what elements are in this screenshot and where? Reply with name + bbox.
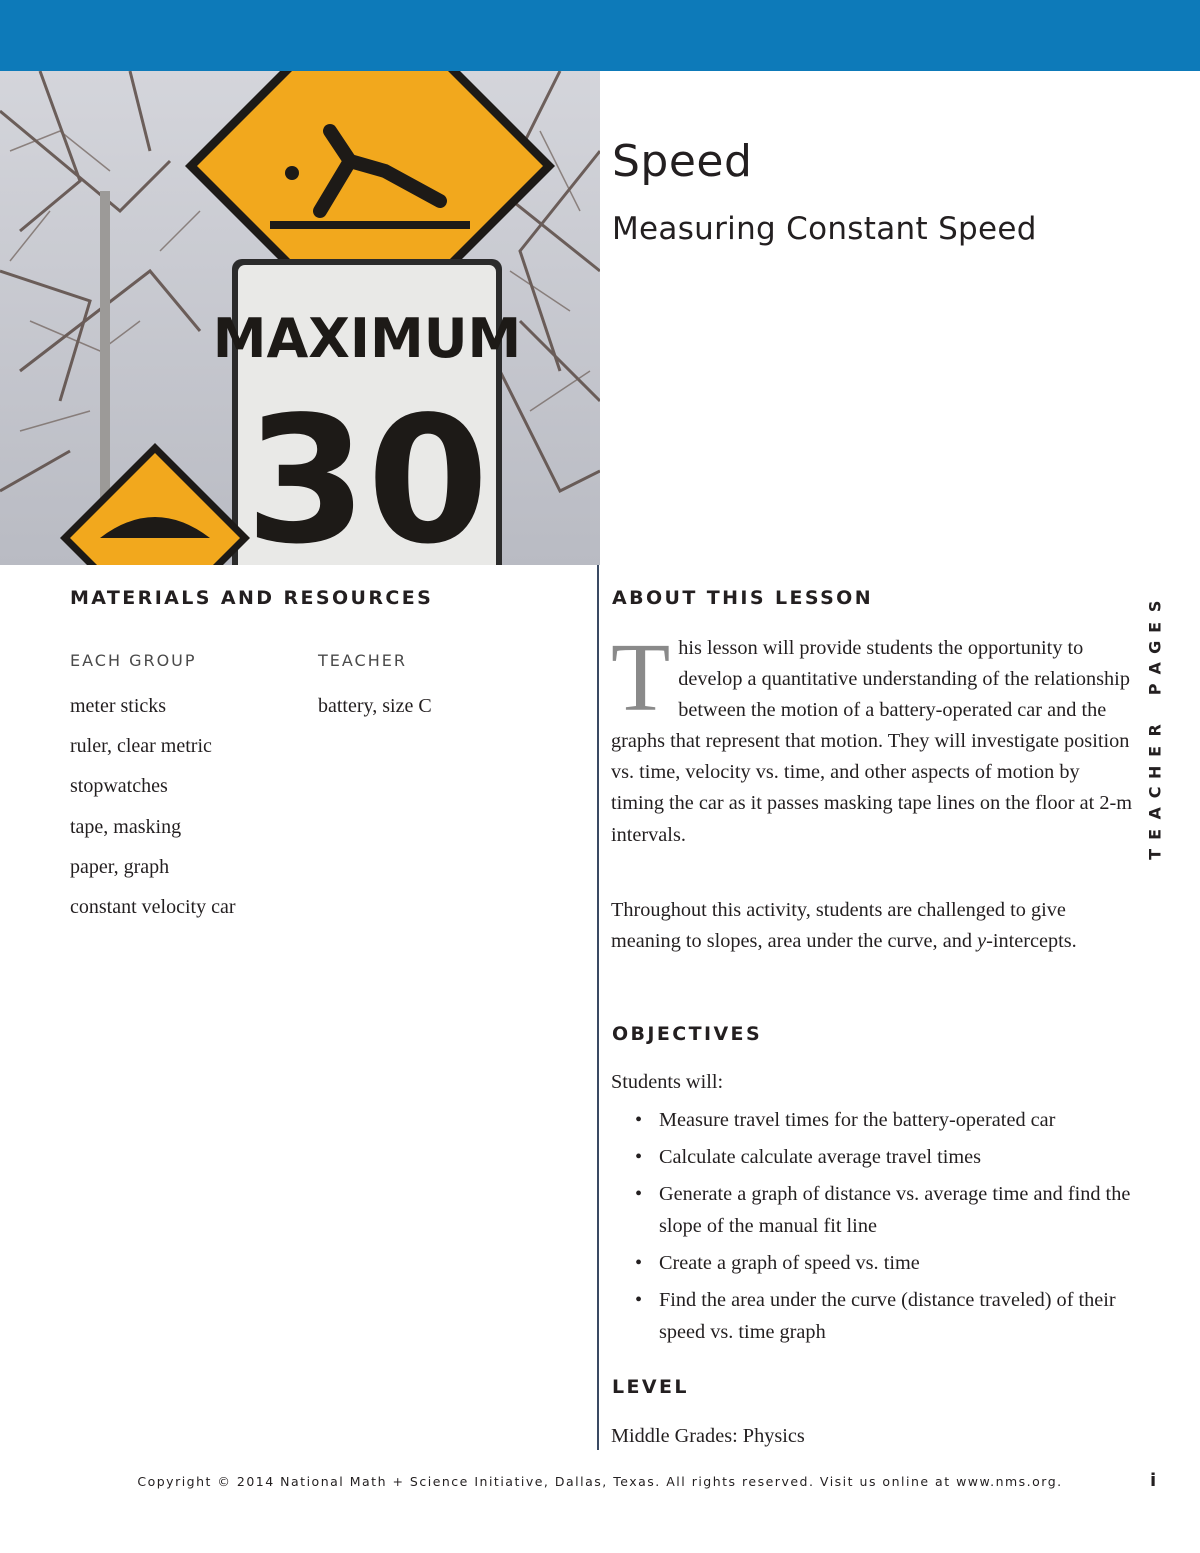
objective-text: Find the area under the curve (distance traveled) of their speed vs. time graph	[659, 1289, 1116, 1343]
column-divider	[597, 565, 599, 1450]
material-item: stopwatches	[70, 775, 168, 798]
material-item: tape, masking	[70, 815, 182, 838]
side-letter: C	[1145, 786, 1165, 799]
objectives-intro: Students will:	[611, 1071, 724, 1093]
page-number: i	[1150, 1470, 1157, 1491]
copyright-footer: Copyright © 2014 National Math + Science Initiative, Dallas, Texas. All rights reserved. Visit us online at www.nms.org.	[137, 1474, 1063, 1489]
objective-text: Measure travel times for the battery-operated car	[659, 1109, 1056, 1131]
side-letter: P	[1145, 683, 1165, 695]
bullet: •	[635, 1109, 643, 1131]
side-letter: A	[1145, 662, 1165, 675]
side-letter: E	[1145, 745, 1165, 757]
dropcap-letter: T	[611, 624, 671, 731]
objective-item	[611, 1284, 1141, 1348]
objective-item	[611, 1141, 1141, 1173]
material-item: meter sticks	[70, 695, 167, 717]
about-text-1: his lesson will provide students the opportunity to develop a quantitative understanding of the relationship between the motion of a battery-operated car and the graphs that represent that motion. They will investigate position vs. time, velocity vs. time, and other aspects of motion by timing the car as it passes masking tape lines on the floor at 2-m intervals.	[611, 637, 1132, 846]
side-letter: T	[1145, 849, 1165, 861]
about-paragraph-1	[611, 624, 1136, 851]
top-color-bar	[0, 0, 1200, 71]
teacher-pages-side-label	[1146, 596, 1166, 865]
about-text-2b: -intercepts.	[986, 930, 1077, 953]
page-title: Speed	[612, 136, 753, 187]
material-item: ruler, clear metric	[70, 735, 212, 758]
page-subtitle: Measuring Constant Speed	[612, 211, 1037, 247]
side-letter: E	[1145, 828, 1165, 840]
about-text-2-italic: y	[977, 930, 987, 953]
each-group-list	[70, 686, 236, 927]
sign-maximum-text: MAXIMUM	[212, 307, 522, 370]
about-paragraph-2	[611, 895, 1136, 957]
bullet: •	[635, 1289, 643, 1311]
sign-number-text: 30	[245, 380, 489, 565]
objective-item	[611, 1104, 1141, 1136]
level-text: Middle Grades: Physics	[611, 1425, 805, 1447]
side-letter: S	[1145, 600, 1165, 613]
side-letter: E	[1145, 621, 1165, 633]
bullet: •	[635, 1146, 643, 1168]
side-letter: R	[1145, 724, 1165, 737]
teacher-list	[318, 686, 432, 726]
objective-text: Create a graph of speed vs. time	[659, 1252, 920, 1274]
objective-item	[611, 1178, 1141, 1242]
objective-text: Calculate calculate average travel times	[659, 1146, 982, 1168]
bullet: •	[635, 1252, 643, 1274]
speed-sign-photo	[0, 71, 600, 565]
objective-text: Generate a graph of distance vs. average time and find the slope of the manual fit line	[659, 1183, 1131, 1237]
side-letter: A	[1145, 807, 1165, 820]
objective-item	[611, 1247, 1141, 1279]
materials-heading: MATERIALS AND RESOURCES	[70, 587, 434, 609]
about-text-2a: Throughout this activity, students are challenged to give meaning to slopes, area under the curve, and	[611, 899, 1066, 953]
objectives-list	[611, 1104, 1141, 1353]
about-heading: ABOUT THIS LESSON	[612, 587, 874, 609]
each-group-label: EACH GROUP	[70, 651, 197, 670]
objectives-heading: OBJECTIVES	[612, 1023, 763, 1045]
side-letter: G	[1145, 641, 1165, 655]
side-letter	[1146, 700, 1167, 720]
material-item: paper, graph	[70, 855, 170, 878]
side-letter: H	[1145, 765, 1165, 779]
bullet: •	[635, 1183, 643, 1205]
material-item: constant velocity car	[70, 895, 236, 918]
teacher-label: TEACHER	[318, 651, 407, 670]
level-heading: LEVEL	[612, 1376, 689, 1398]
teacher-material-item: battery, size C	[318, 695, 432, 717]
